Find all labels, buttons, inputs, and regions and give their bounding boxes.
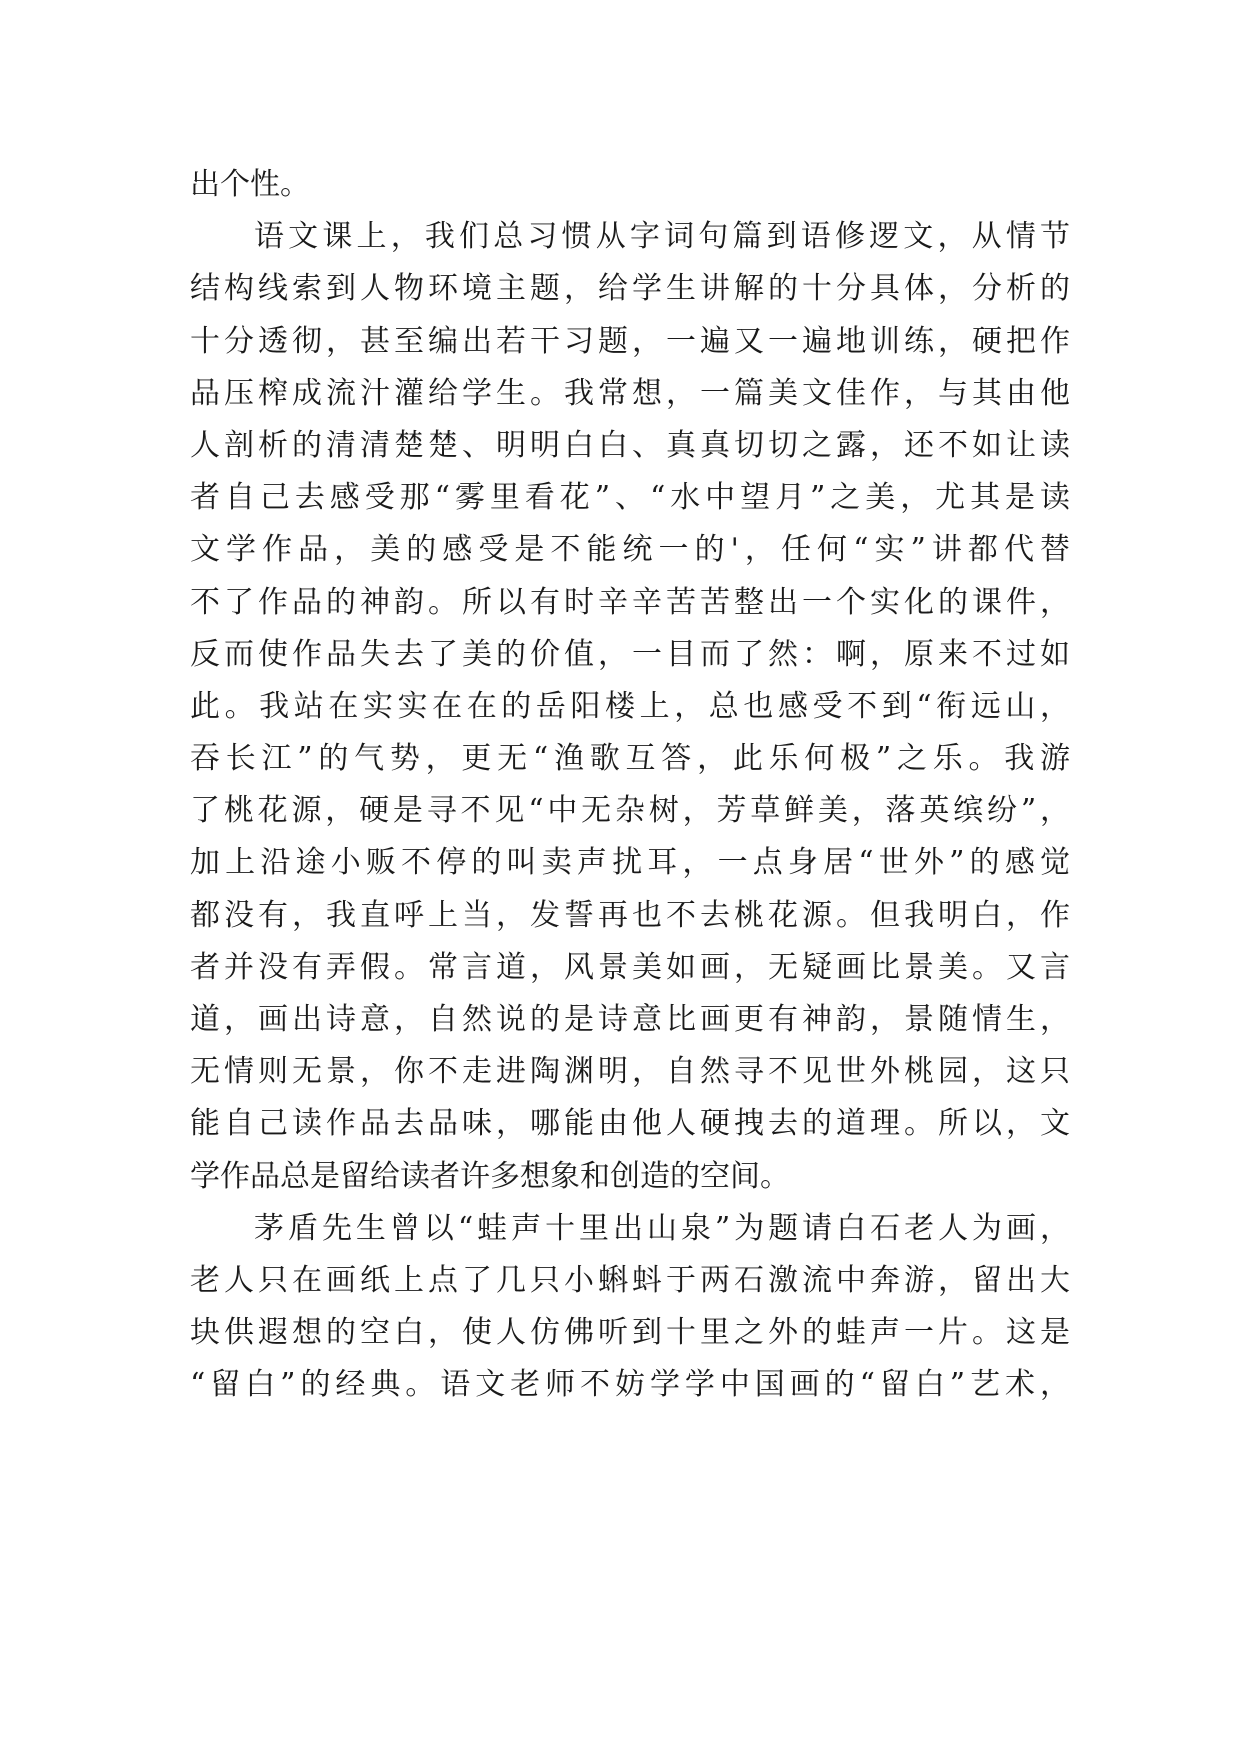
- text-line: 者自己去感受那“雾里看花”、“水中望月”之美，尤其是读: [190, 480, 1070, 516]
- paragraph-first-line: 语文课上，我们总习惯从字词句篇到语修逻文，从情节: [254, 219, 1070, 255]
- text-line: 无情则无景，你不走进陶渊明，自然寻不见世外桃园，这只: [190, 1054, 1070, 1090]
- text-line: 块供遐想的空白，使人仿佛听到十里之外的蛙声一片。这是: [190, 1315, 1070, 1351]
- text-line: 都没有，我直呼上当，发誓再也不去桃花源。但我明白，作: [190, 897, 1070, 933]
- paragraph-first-line: 茅盾先生曾以“蛙声十里出山泉”为题请白石老人为画，: [254, 1210, 1070, 1246]
- text-line: 吞长江”的气势，更无“渔歌互答，此乐何极”之乐。我游: [190, 741, 1070, 777]
- body-text: [190, 159, 1070, 1412]
- text-line: 十分透彻，甚至编出若干习题，一遍又一遍地训练，硬把作: [190, 323, 1070, 359]
- text-line: 出个性。: [190, 167, 310, 202]
- text-line: 能自己读作品去品味，哪能由他人硬拽去的道理。所以，文: [190, 1106, 1070, 1142]
- text-line: “留白”的经典。语文老师不妨学学中国画的“留白”艺术，: [190, 1367, 1070, 1403]
- text-line: 了桃花源，硬是寻不见“中无杂树，芳草鲜美，落英缤纷”，: [190, 793, 1070, 829]
- text-line: 此。我站在实实在在的岳阳楼上，总也感受不到“衔远山，: [190, 688, 1070, 724]
- text-line: 结构线索到人物环境主题，给学生讲解的十分具体，分析的: [190, 271, 1070, 307]
- text-line: 不了作品的神韵。所以有时辛辛苦苦整出一个实化的课件，: [190, 584, 1070, 620]
- text-line: 人剖析的清清楚楚、明明白白、真真切切之露，还不如让读: [190, 427, 1070, 463]
- text-line: 反而使作品失去了美的价值，一目而了然：啊，原来不过如: [190, 636, 1070, 672]
- text-line: 文学作品，美的感受是不能统一的'，任何“实”讲都代替: [190, 532, 1070, 568]
- text-line: 加上沿途小贩不停的叫卖声扰耳，一点身居“世外”的感觉: [190, 845, 1070, 881]
- text-line: 道，画出诗意，自然说的是诗意比画更有神韵，景随情生，: [190, 1002, 1070, 1037]
- text-line: 老人只在画纸上点了几只小蝌蚪于两石激流中奔游，留出大: [190, 1262, 1070, 1298]
- text-line: 品压榨成流汁灌给学生。我常想，一篇美文佳作，与其由他: [190, 375, 1070, 411]
- text-line: 学作品总是留给读者许多想象和创造的空间。: [190, 1158, 790, 1194]
- text-line: 者并没有弄假。常言道，风景美如画，无疑画比景美。又言: [190, 949, 1070, 985]
